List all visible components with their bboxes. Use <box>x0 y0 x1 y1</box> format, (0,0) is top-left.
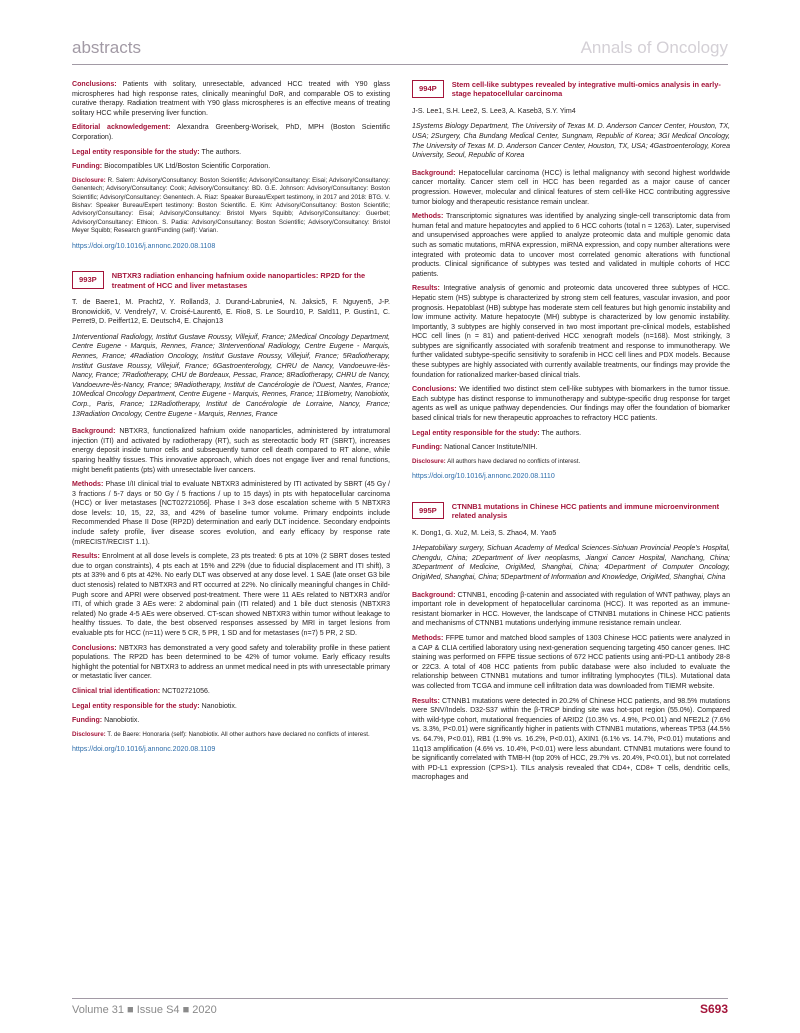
abstract-994-methods: Methods: Transcriptomic signatures was identified by analyzing single-cell transcriptomic data from human fetal and mature hepatocytes and applied to 6 HCC cohorts (total n = 1263). Later, supervised and unsupervised approaches were applied to analyze proteomic data and multiple genomic data such as somatic mutations, mRNA expression, miRNA expression, and copy number alterations were integrated with proteomic data to uncover most correlated genomic alterations with functional products. Clinical significance of subtypes was tested and validated in multiple cohorts of HCC patients. <box>412 213 730 278</box>
abstract-993-id: 993P <box>72 271 104 289</box>
abstract-994-title: Stem cell-like subtypes revealed by integrative multi-omics analysis in early-stage hepatocellular carcinoma <box>451 80 721 99</box>
abstract-993-results: Results: Enrolment at all dose levels is complete, 23 pts treated: 6 pts at 10% (2 SBRT doses tested due to organ constraints), 4 pts each at 15% and 22% (due to fiducial displacement and ITI shift), 3 pts at 33% and 6 pts at 42%. No early DLT was observed at any dose level. 1 SAE (late onset G3 bile duct stenosis) related to NBTXR3 and RT occurred at 22%. No clinically meaningful changes in Child-Pugh score and APRI were observed post-treatment. There were 11 AEs related to NBTXR3 and/or ITI, of which grade 3 AEs were: 2 abdominal pain (ITI related) and 1 bile duct stenosis (NBTXR3 related) No grade 4-5 AEs were observed. CT-scan showed NBTXR3 within tumor without leakage to healthy tissues. To date, the best observed responses assessed by MRI in target lesions from evaluable pts for HCC (n=11) were 5 CR, 5 PR, 1 SD and for metastases (n=7) 5 PR, 2 SD. <box>72 553 390 637</box>
continuation-funding: Funding: Biocompatibles UK Ltd/Boston Scientific Corporation. <box>72 163 271 171</box>
abstract-995-methods: Methods: FFPE tumor and matched blood samples of 1303 Chinese HCC patients were analyzed in a CAP & CLIA certified laboratory using next-generation sequencing targeting 450 cancer genes. IHC staining was performed on FFPE tissue sections of 672 HCC patients using anti-PD-L1 antibody 28-8 or 22C3. A total of 408 HCC patients from public database were also included to evaluate the relationship between CTNNB1 mutations and tumor infiltrating lymphocytes (TILs). Mutational data was collected from TCGA and immune cell infiltration data was downloaded from TIEMR website. <box>412 634 730 690</box>
page-number: S693 <box>699 1002 728 1016</box>
abstract-993-funding: Funding: Nanobiotix. <box>72 717 140 725</box>
continuation-legal: Legal entity responsible for the study: The authors. <box>72 148 242 156</box>
journal-name: Annals of Oncology <box>580 38 728 57</box>
abstract-993-affiliations: 1Interventional Radiology, Institut Gustave Roussy, Villejuif, France; 2Medical Oncology Department, Centre Eugene - Marquis, Rennes, France; 3Interventional Radiology, Centre Eugene - Marquis, Rennes, France; 4Radiation Oncology, Institut Gustave Roussy, Villejuif, France; 5Radiotherapy, Institut Gustave Roussy, Villejuif, France; 6Gastroenterology, CHRU de Nancy, Vandoeuvre-lès-Nancy, France; 7Radiotherapy, CHU de Bordeaux, Pessac, France; 8Radiotherapy, CHRU de Nancy, Vandoeuvre-lès-Nancy, France; 9Radiotherapy, Institut de Cancérologie de l'Ouest, Nantes, France; 10Medical Oncology Department, Centre Eugene - Marquis, Rennes, France; 11Biometry, Nanobiotix, Corp., Paris, France; 12Radiotherapy, Institut de Cancérologie de Lorraine, Nancy, France; 13Radiation Oncology, Centre Eugene - Marquis, Rennes, France <box>72 333 390 418</box>
abstract-994-disclosure: Disclosure: All authors have declared no conflicts of interest. <box>412 457 581 465</box>
volume-issue-year: Volume 31 ■ Issue S4 ■ 2020 <box>72 1004 217 1016</box>
abstract-995-id: 995P <box>412 502 444 520</box>
abstract-995-heading <box>412 502 730 521</box>
abstract-995-authors: K. Dong1, G. Xu2, M. Lei3, S. Zhao4, M. Yao5 <box>412 529 557 537</box>
abstract-993-doi-link[interactable]: https://doi.org/10.1016/j.annonc.2020.08.1109 <box>72 746 216 754</box>
abstract-995-results: Results: CTNNB1 mutations were detected in 20.2% of Chinese HCC patients, and 98.5% mutations were SNV/Indels. D32-S37 within the β-TRCP binding site was hot-spot region (55.0%). Compared with wild-type cohort, mutational frequencies of ARID2 (10.3% vs. 4.9%, P<0.01) and NFE2L2 (7.6% vs. 3.3%, P<0.01) were significantly higher in patients with CTNNB1 mutations, whereas TP53 (44.5% vs. 64.7%, P<0.01), RB1 (1.9% vs. 16.2%, P<0.01), AXIN1 (6.1% vs. 14.7%, P<0.01) mutations and 11q13 amplification (4.6% vs. 10.4%, P<0.01) were less abundant. CTNNB1 mutations were found to be significantly correlated with TMB-H (top 20% of HCC, 29.7% vs. 20.4%, P<0.01), but not correlated with PD-L1 expression (CPS>1). TILs analysis revealed that CD4+, CD8+ T cells, dendritic cells, macrophages and <box>412 697 730 782</box>
right-column <box>412 80 730 788</box>
continuation-doi-link[interactable]: https://doi.org/10.1016/j.annonc.2020.08.1108 <box>72 242 216 250</box>
footer-rule <box>72 998 728 999</box>
abstract-994-affiliations: 1Systems Biology Department, The University of Texas M. D. Anderson Cancer Center, Houston, TX, USA; 2Surgery, Cha Bundang Medical Center, Sungnam, Republic of Korea; 3GI Medical Oncology, The University of Texas M. D. Anderson Cancer Center, Houston, TX, USA; 4Gastroenterology, Korea University, Seoul, Republic of Korea <box>412 123 730 160</box>
abstract-993-title: NBTXR3 radiation enhancing hafnium oxide nanoparticles: RP2D for the treatment of HCC and liver metastases <box>111 271 366 290</box>
abstract-993-legal: Legal entity responsible for the study: Nanobiotix. <box>72 702 237 710</box>
continuation-editorial: Editorial acknowledgement: Alexandra Greenberg-Worisek, PhD, MPH (Boston Scientific Corporation). <box>72 124 390 141</box>
abstract-994-heading <box>412 80 730 99</box>
abstract-993-conclusions: Conclusions: NBTXR3 has demonstrated a very good safety and tolerability profile in these patient populations. The RP2D has been determined to be 42% of tumor volume. Early efficacy results highlight the potential for NBTXR3 to address an unmet medical need in pts with unresectable primary or metastatic liver cancer. <box>72 644 390 681</box>
abstract-994-doi-link[interactable]: https://doi.org/10.1016/j.annonc.2020.08.1110 <box>412 473 555 481</box>
abstract-994-conclusions: Conclusions: We identified two distinct stem cell-like subtypes with biomarkers in the tumor tissue. Each subtype has distinct response to immunotherapy and subtype-specific drug response for target agents as well as unique pathway dependencies. Our findings may offer the foundation of biomarker based clinical trials for new therapeutic approaches to refractory HCC patients. <box>412 386 730 423</box>
abstract-994-legal: Legal entity responsible for the study: The authors. <box>412 429 582 437</box>
abstract-994-results: Results: Integrative analysis of genomic and proteomic data uncovered three subtypes of HCC. Hepatic stem (HS) subtype is characterized by strong stem cell features, vascular invasion, and poor prognosis. Hepatoblast (HB) subtype has moderate stem cell features but high genomic instability and low immune activity. Mature hepatocyte (MH) subtype is characterized by low genomic instability. Importantly, 3 subtypes are highly conserved in two most important pre-clinical models, established HCC cell lines (n = 81) and patient-derived HCC xenograft models (n=168). Most strikingly, 3 subtypes are significantly associated with sorafenib treatment and response to immunotherapy. We further validated subtype-specific sensitivity to sorafenib in HCC cell lines and PDX models. Because these subtypes are highly associated with currently available treatments, our findings may provide the foundation for rationalized marker-based clinical trials. <box>412 285 730 379</box>
header-rule <box>72 64 728 65</box>
continuation-conclusions: Conclusions: Patients with solitary, unresectable, advanced HCC treated with Y90 glass microspheres had high response rates, clinically meaningful DoR, and comparable OS to existing curative therapy. Radiation treatment with Y90 glass microspheres is an effective means of treating solitary HCC while preserving liver function. <box>72 81 390 117</box>
abstract-995-background: Background: CTNNB1, encoding β-catenin and associated with regulation of WNT pathway, plays an important role in development of hepatocellular carcinoma (HCC). It was reported as an immune-resistant biomarker in HCC. However, the landscape of CTNNB1 mutations in Chinese HCC patients and mechanisms of CTNNB1 mutations underlying immune resistance remain unclear. <box>412 591 730 628</box>
abstract-993-heading <box>72 271 390 290</box>
abstract-993-authors: T. de Baere1, M. Pracht2, Y. Rolland3, J. Durand-Labrunie4, N. Jaksic5, F. Nguyen5, J-P. Bronowicki6, V. Vendrely7, V. Croisé-Laurent6, E. Rio8, S. Le Sourd10, P. Saïd11, P. Gustin1, C. Perret9, D. Peiffert12, E. Deutsch4, E. Chajon13 <box>72 299 390 326</box>
abstract-994-background: Background: Hepatocellular carcinoma (HCC) is lethal malignancy with second highest worldwide cancer mortality. Cancer stem cell in HCC has been regarded as a major cause of cancer progression. However, molecular and clinical features of stem cell-like HCC contributing aggressive tumor biology and therapeutic resistance remain unclear. <box>412 169 730 206</box>
abstract-995-affiliations: 1Hepatobiliary surgery, Sichuan Academy of Medical Sciences·Sichuan Provincial People's Hospital, Chengdu, China; 2Department of liver neoplasms, Jiangxi Cancer Hospital, Nanchang, China; 3Department of Medicine, OrigiMed, Shanghai, China; 4Department of Computer Oncology, OrigiMed, Shanghai, China; 5Department of Information and Knowledge, OrigiMed, Shanghai, China <box>412 545 730 581</box>
abstract-995-title: CTNNB1 mutations in Chinese HCC patients and immune microenvironment related analysis <box>451 501 720 521</box>
abstract-994-funding: Funding: National Cancer Institute/NIH. <box>412 444 538 452</box>
abstract-994-authors: J-S. Lee1, S.H. Lee2, S. Lee3, A. Kaseb3, S.Y. Yim4 <box>412 107 576 115</box>
section-label: abstracts <box>72 38 141 57</box>
continuation-disclosure: Disclosure: R. Salem: Advisory/Consultancy: Boston Scientific; Advisory/Consultancy: Eisai; Advisory/Consultancy: Genentech; Advisory/Consultancy: Cook; Advisory/Consultancy: BD. G.E. Johnson: Advisory/Consultancy: Boston Scientific; Advisory/Consultancy: Genentech. A. Riaz: Speaker Bureau/Expert testimony, in 2017 and 2018: BTG. V. Bishav: Speaker Bureau/Expert testimony: Boston Scientific. E. Kim: Advisory/Consultancy: Boston Scientific; Advisory/Consultancy: Eisai; Advisory/Consultancy: Bristol Myers Squibb; Advisory/Consultancy: Guerbet; Advisory/Consultancy: Ethicon. S. Padia: Advisory/Consultancy: Boston Scientific; Advisory/Consultancy: Bristol Meyer Squibb; Research grant/Funding (self): Varian. <box>72 176 390 235</box>
page-header <box>72 36 728 60</box>
left-column <box>72 80 390 755</box>
abstract-993-methods: Methods: Phase I/II clinical trial to evaluate NBTXR3 administered by ITI activated by SBRT (45 Gy / 3 fractions / 5-7 days or 50 Gy / 5 fractions / up to 15 days) in pts with hepatocellular carcinoma (HCC) or liver metastases [NCT02721056]. Phase I 3+3 dose escalation scheme with 5 NBTXR3 dose levels: 10, 15, 22, 33, and 42% of baseline tumor volume. Primary endpoints include Recommended Phase II Dose (RP2D) determination and early DLT incidence. Secondary endpoints include safety profile, liver disease scores evolution, and early efficacy by response rate (mRECIST/RECIST 1.1). <box>72 481 390 546</box>
abstract-993-trial-id: Clinical trial identification: NCT02721056. <box>72 687 210 695</box>
abstract-993-disclosure: Disclosure: T. de Baere: Honoraria (self): Nanobiotix. All other authors have declared no conflicts of interest. <box>72 730 370 738</box>
abstract-993-background: Background: NBTXR3, functionalized hafnium oxide nanoparticles, administered by intratumoral injection (ITI) and activated by radiotherapy (RT), such as stereotactic body RT (SBRT), increases energy deposit inside tumor cells and subsequently tumor cell death compared to RT alone, while sparing healthy tissues. This innovative approach, which does not engage liver and renal functions, might benefit patients (pts) with unresectable liver cancers. <box>72 428 390 474</box>
abstract-994-id: 994P <box>412 80 444 98</box>
page-footer <box>72 1004 728 1020</box>
